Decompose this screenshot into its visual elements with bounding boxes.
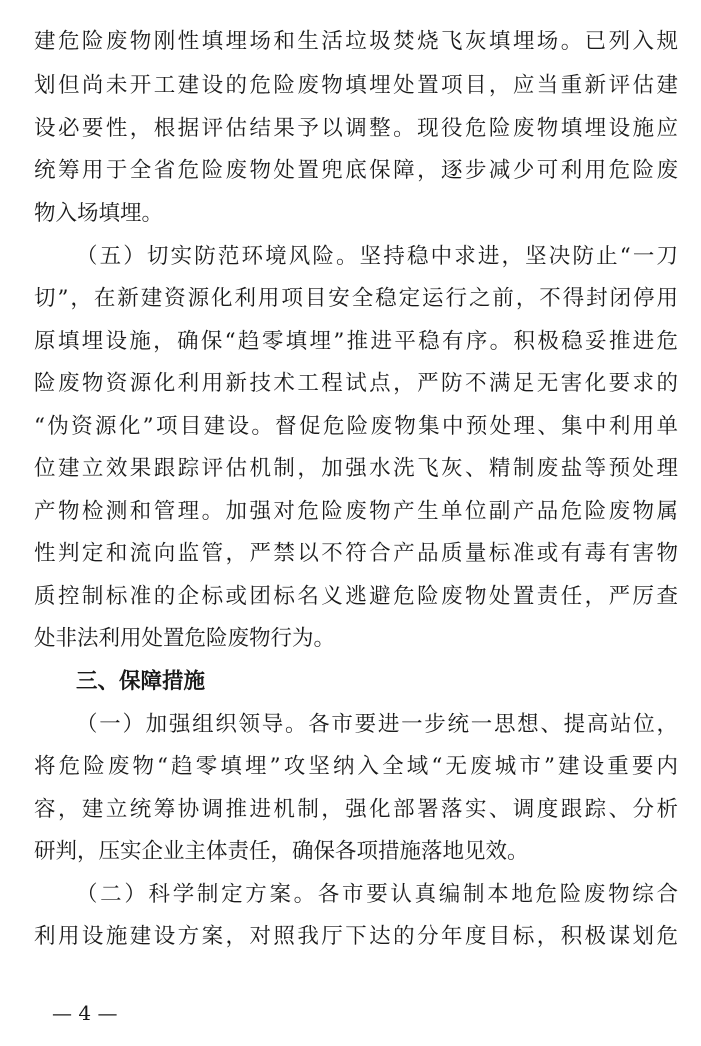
text-line: 建危险废物刚性填埋场和生活垃圾焚烧飞灰填埋场。已列入规 [34, 29, 678, 54]
text-line: 研判，压实企业主体责任，确保各项措施落地见效。 [34, 839, 529, 864]
text-line: 物入场填埋。 [34, 201, 164, 226]
paragraph-first-line: （五）切实防范环境风险。坚持稳中求进，坚决防止“一刀 [76, 244, 678, 269]
text-line: 险废物资源化利用新技术工程试点，严防不满足无害化要求的 [34, 371, 678, 396]
text-line: 性判定和流向监管，严禁以不符合产品质量标准或有毒有害物 [34, 541, 678, 566]
text-line: 位建立效果跟踪评估机制，加强水洗飞灰、精制废盐等预处理 [34, 456, 678, 481]
section-heading: 三、保障措施 [76, 669, 206, 694]
text-line: 原填埋设施，确保“趋零填埋”推进平稳有序。积极稳妥推进危 [34, 329, 678, 354]
text-line: 划但尚未开工建设的危险废物填埋处置项目，应当重新评估建 [34, 73, 678, 98]
text-line: 容，建立统筹协调推进机制，强化部署落实、调度跟踪、分析 [34, 797, 678, 822]
text-line: 处非法利用处置危险废物行为。 [34, 626, 336, 651]
text-line: 产物检测和管理。加强对危险废物产生单位副产品危险废物属 [34, 499, 678, 524]
page-number: — 4 — [52, 1001, 118, 1025]
text-line: 设必要性，根据评估结果予以调整。现役危险废物填埋设施应 [34, 116, 678, 141]
text-line: 质控制标准的企标或团标名义逃避危险废物处置责任，严厉查 [34, 584, 678, 609]
text-line: “伪资源化”项目建设。督促危险废物集中预处理、集中利用单 [34, 414, 678, 439]
paragraph-first-line: （二）科学制定方案。各市要认真编制本地危险废物综合 [76, 882, 678, 907]
text-line: 将危险废物“趋零填埋”攻坚纳入全域“无废城市”建设重要内 [34, 754, 678, 779]
text-line: 切”，在新建资源化利用项目安全稳定运行之前，不得封闭停用 [34, 286, 678, 311]
text-line: 利用设施建设方案，对照我厅下达的分年度目标，积极谋划危 [34, 924, 678, 949]
paragraph-first-line: （一）加强组织领导。各市要进一步统一思想、提高站位， [76, 712, 678, 737]
text-line: 统筹用于全省危险废物处置兜底保障，逐步减少可利用危险废 [34, 158, 678, 183]
